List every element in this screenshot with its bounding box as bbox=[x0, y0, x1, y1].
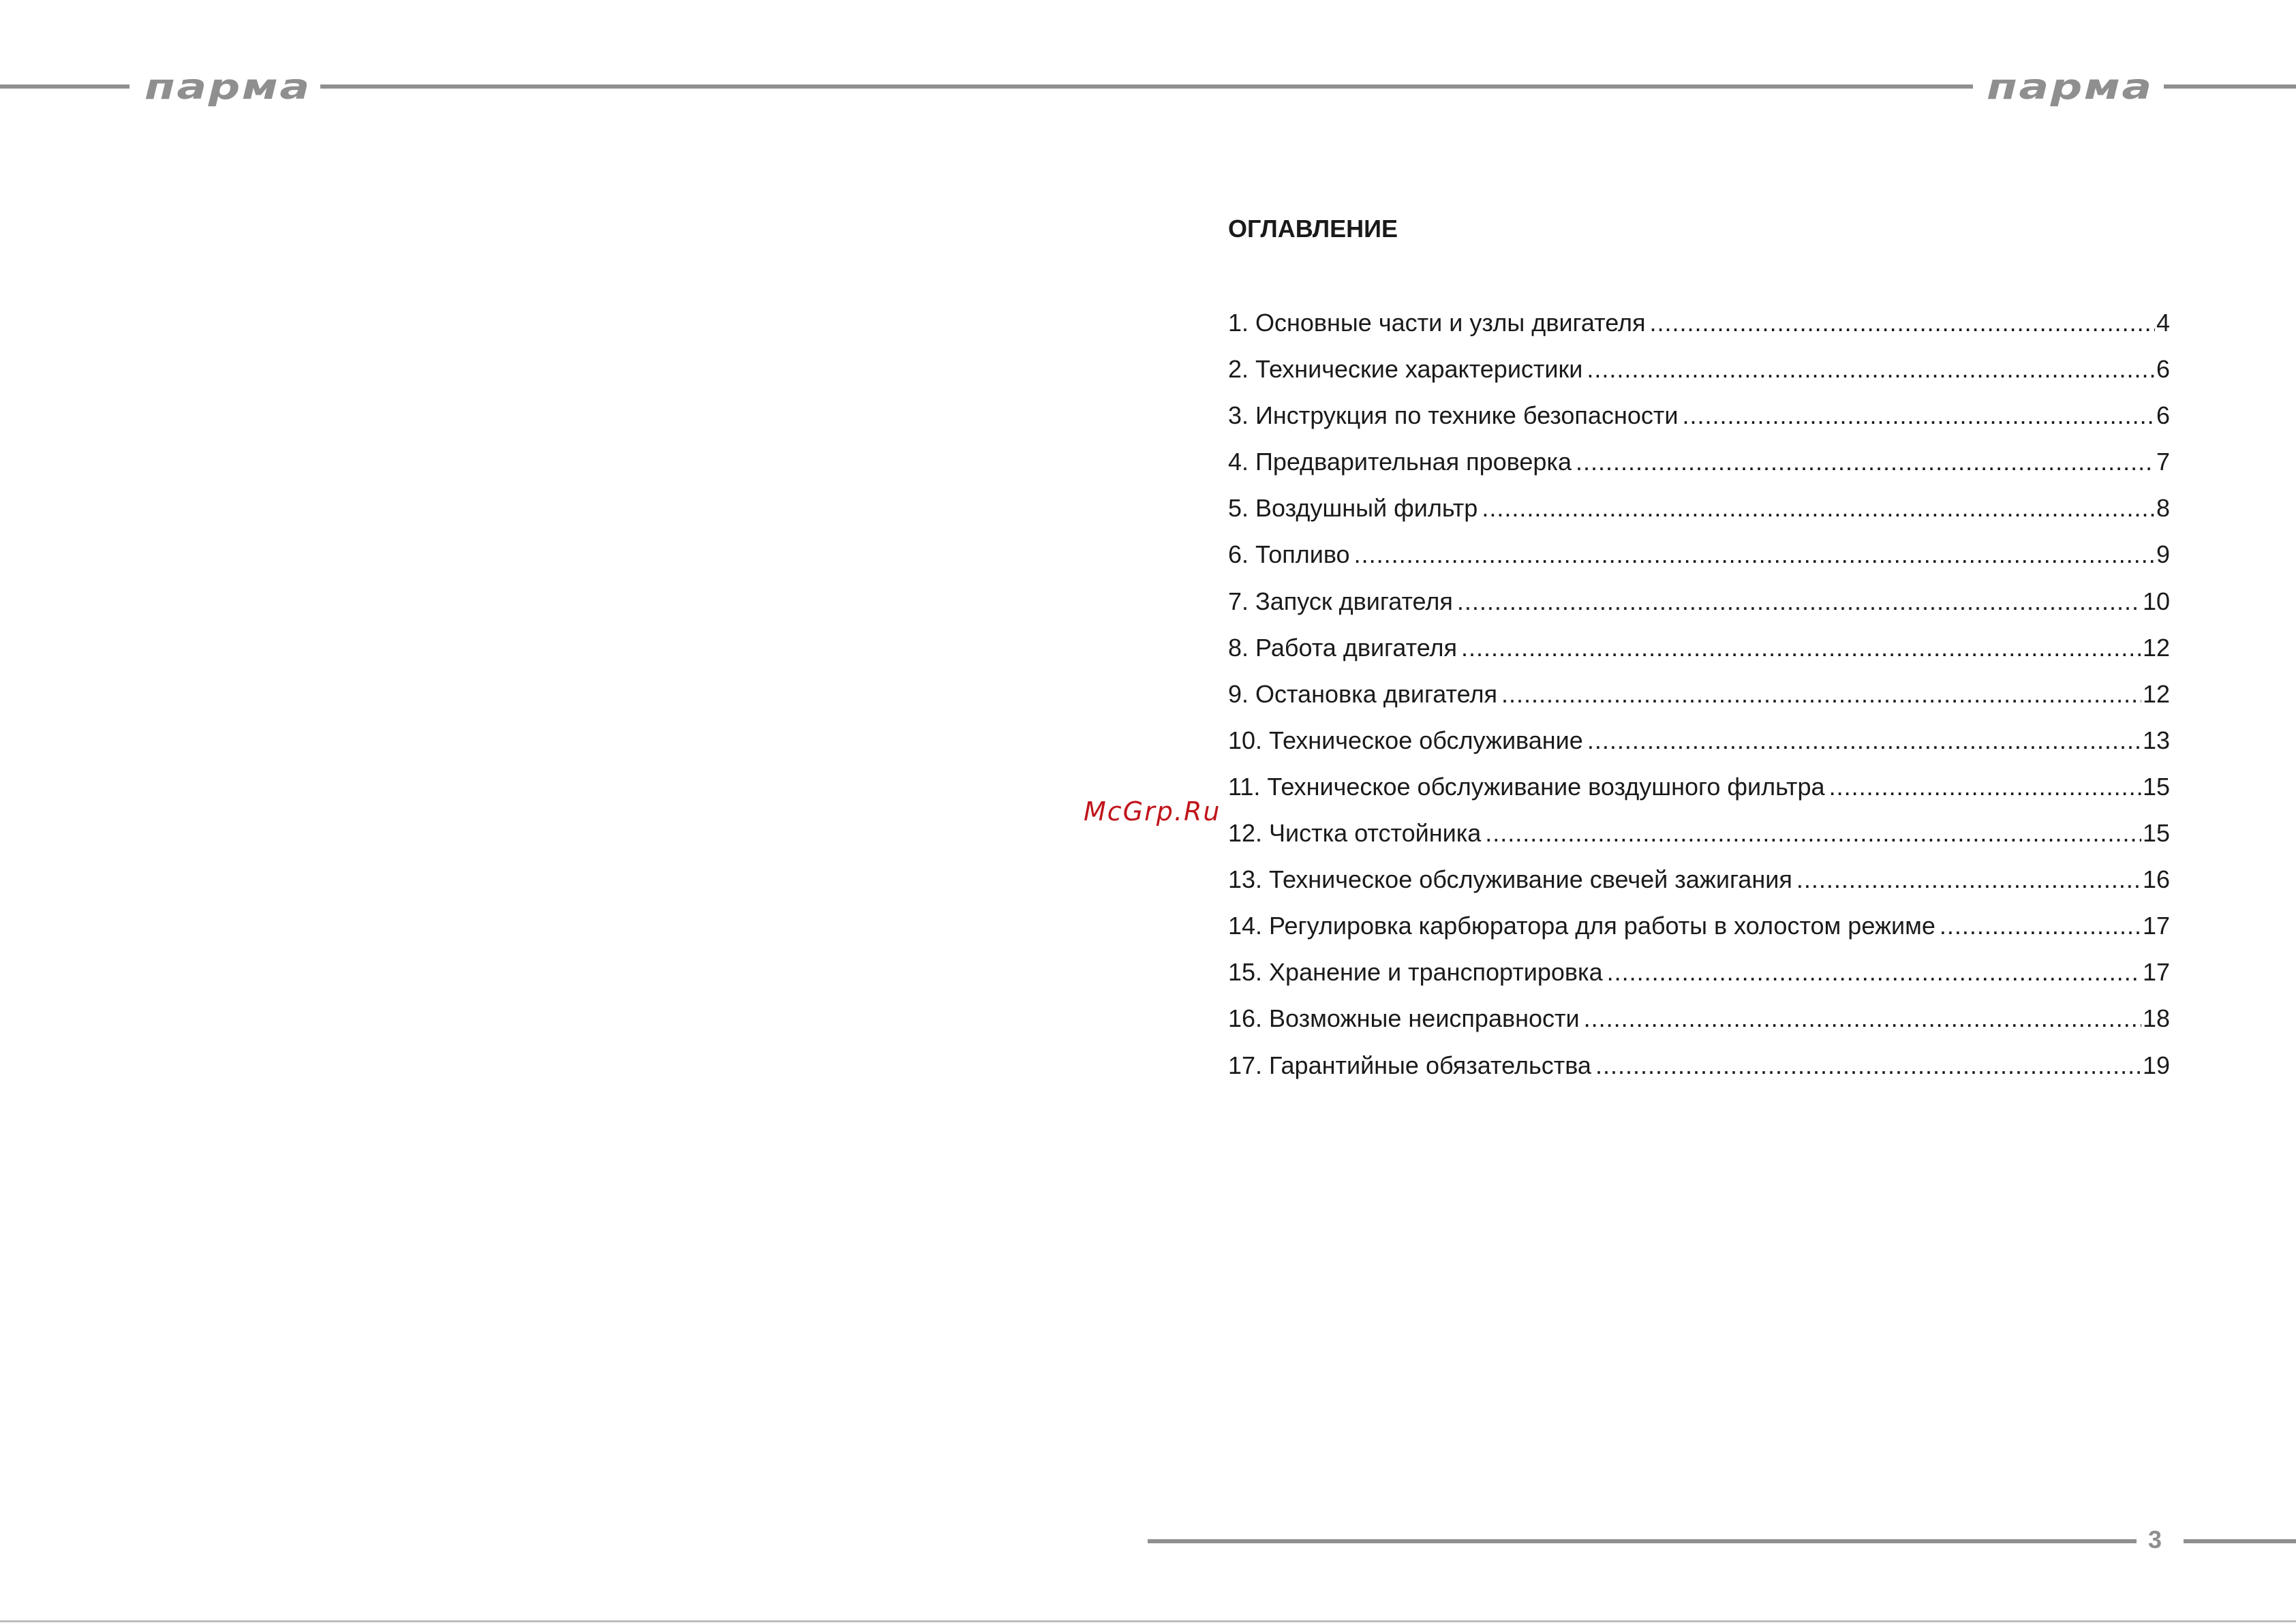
toc-entry-label: 8. Работа двигателя bbox=[1228, 633, 1458, 662]
toc-leader-dots bbox=[1587, 726, 2141, 756]
toc-entry[interactable] bbox=[1228, 633, 2170, 679]
toc-entry-label: 12. Чистка отстойника bbox=[1228, 819, 1482, 848]
toc-entry-page: 8 bbox=[2156, 494, 2170, 523]
toc-leader-dots bbox=[1482, 493, 2155, 523]
brand-logo-left: парма bbox=[144, 67, 311, 108]
toc-leader-dots bbox=[1587, 354, 2155, 384]
toc-entry[interactable] bbox=[1228, 587, 2170, 633]
toc-leader-dots bbox=[1501, 679, 2141, 709]
toc-entry-page: 6 bbox=[2156, 401, 2170, 430]
toc-entry-label: 4. Предварительная проверка bbox=[1228, 448, 1572, 476]
toc-entry-page: 17 bbox=[2142, 958, 2170, 987]
toc-entry-label: 11. Техническое обслуживание воздушного фильтра bbox=[1228, 772, 1825, 801]
toc-leader-dots bbox=[1461, 633, 2141, 663]
toc-leader-dots bbox=[1485, 818, 2141, 848]
toc-leader-dots bbox=[1607, 957, 2141, 987]
toc-entry-label: 6. Топливо bbox=[1228, 540, 1350, 569]
toc-entry[interactable] bbox=[1228, 447, 2170, 493]
toc-entry-label: 3. Инструкция по технике безопасности bbox=[1228, 401, 1679, 430]
toc-list bbox=[1228, 308, 2170, 1097]
toc-entry[interactable] bbox=[1228, 911, 2170, 957]
toc-entry-page: 7 bbox=[2156, 448, 2170, 476]
toc-entry-page: 12 bbox=[2142, 633, 2170, 662]
toc-entry-label: 17. Гарантийные обязательства bbox=[1228, 1051, 1591, 1079]
toc-entry[interactable] bbox=[1228, 401, 2170, 447]
toc-entry-page: 13 bbox=[2142, 726, 2170, 754]
toc-entry-page: 18 bbox=[2142, 1004, 2170, 1033]
toc-leader-dots bbox=[1829, 772, 2141, 802]
toc-leader-dots bbox=[1576, 447, 2155, 477]
footer-rule-main bbox=[1148, 1539, 2137, 1543]
toc-entry[interactable] bbox=[1228, 493, 2170, 540]
toc-entry-page: 15 bbox=[2142, 772, 2170, 801]
toc-entry-page: 9 bbox=[2156, 540, 2170, 569]
toc-entry[interactable] bbox=[1228, 726, 2170, 772]
header-rule-right-segment bbox=[2164, 84, 2296, 89]
toc-entry-label: 15. Хранение и транспортировка bbox=[1228, 958, 1603, 987]
toc-leader-dots bbox=[1940, 911, 2141, 941]
toc-entry[interactable] bbox=[1228, 818, 2170, 865]
footer-rule-right-segment bbox=[2184, 1539, 2296, 1543]
toc-entry-label: 5. Воздушный фильтр bbox=[1228, 494, 1478, 523]
toc-entry-page: 4 bbox=[2156, 309, 2170, 337]
toc-entry-label: 1. Основные части и узлы двигателя bbox=[1228, 309, 1646, 337]
toc-entry-label: 16. Возможные неисправности bbox=[1228, 1004, 1580, 1033]
toc-leader-dots bbox=[1584, 1004, 2141, 1034]
toc-entry[interactable] bbox=[1228, 865, 2170, 911]
toc-entry-page: 16 bbox=[2142, 865, 2170, 894]
header-rule-left-segment bbox=[0, 84, 129, 89]
toc-title: ОГЛАВЛЕНИЕ bbox=[1228, 215, 1398, 243]
brand-logo-right: парма bbox=[1987, 67, 2154, 108]
toc-leader-dots bbox=[1354, 540, 2155, 570]
toc-entry[interactable] bbox=[1228, 354, 2170, 401]
toc-entry-label: 13. Техническое обслуживание свечей зажигания bbox=[1228, 865, 1792, 894]
toc-entry[interactable] bbox=[1228, 679, 2170, 726]
toc-entry[interactable] bbox=[1228, 1004, 2170, 1050]
toc-entry-page: 12 bbox=[2142, 679, 2170, 708]
toc-entry[interactable] bbox=[1228, 957, 2170, 1004]
toc-leader-dots bbox=[1650, 308, 2155, 338]
toc-entry-page: 6 bbox=[2156, 355, 2170, 384]
watermark-text: McGrp.Ru bbox=[1084, 797, 1221, 826]
toc-entry[interactable] bbox=[1228, 540, 2170, 586]
toc-entry-label: 10. Техническое обслуживание bbox=[1228, 726, 1583, 754]
toc-entry-label: 2. Технические характеристики bbox=[1228, 355, 1583, 384]
toc-entry-page: 17 bbox=[2142, 912, 2170, 940]
toc-entry-label: 7. Запуск двигателя bbox=[1228, 587, 1453, 615]
toc-entry[interactable] bbox=[1228, 308, 2170, 354]
toc-entry-label: 9. Остановка двигателя bbox=[1228, 679, 1497, 708]
toc-entry-page: 15 bbox=[2142, 819, 2170, 848]
toc-leader-dots bbox=[1595, 1051, 2141, 1081]
toc-entry-page: 10 bbox=[2142, 587, 2170, 615]
toc-leader-dots bbox=[1796, 865, 2141, 895]
page-number: 3 bbox=[2148, 1526, 2162, 1554]
toc-entry[interactable] bbox=[1228, 1051, 2170, 1097]
toc-leader-dots bbox=[1682, 401, 2155, 431]
page-bottom-edge bbox=[0, 1620, 2296, 1622]
header-rule-middle-segment bbox=[320, 84, 1973, 89]
toc-entry-page: 19 bbox=[2142, 1051, 2170, 1079]
toc-entry[interactable] bbox=[1228, 772, 2170, 818]
toc-leader-dots bbox=[1457, 587, 2141, 617]
toc-entry-label: 14. Регулировка карбюратора для работы в холостом режиме bbox=[1228, 912, 1935, 940]
